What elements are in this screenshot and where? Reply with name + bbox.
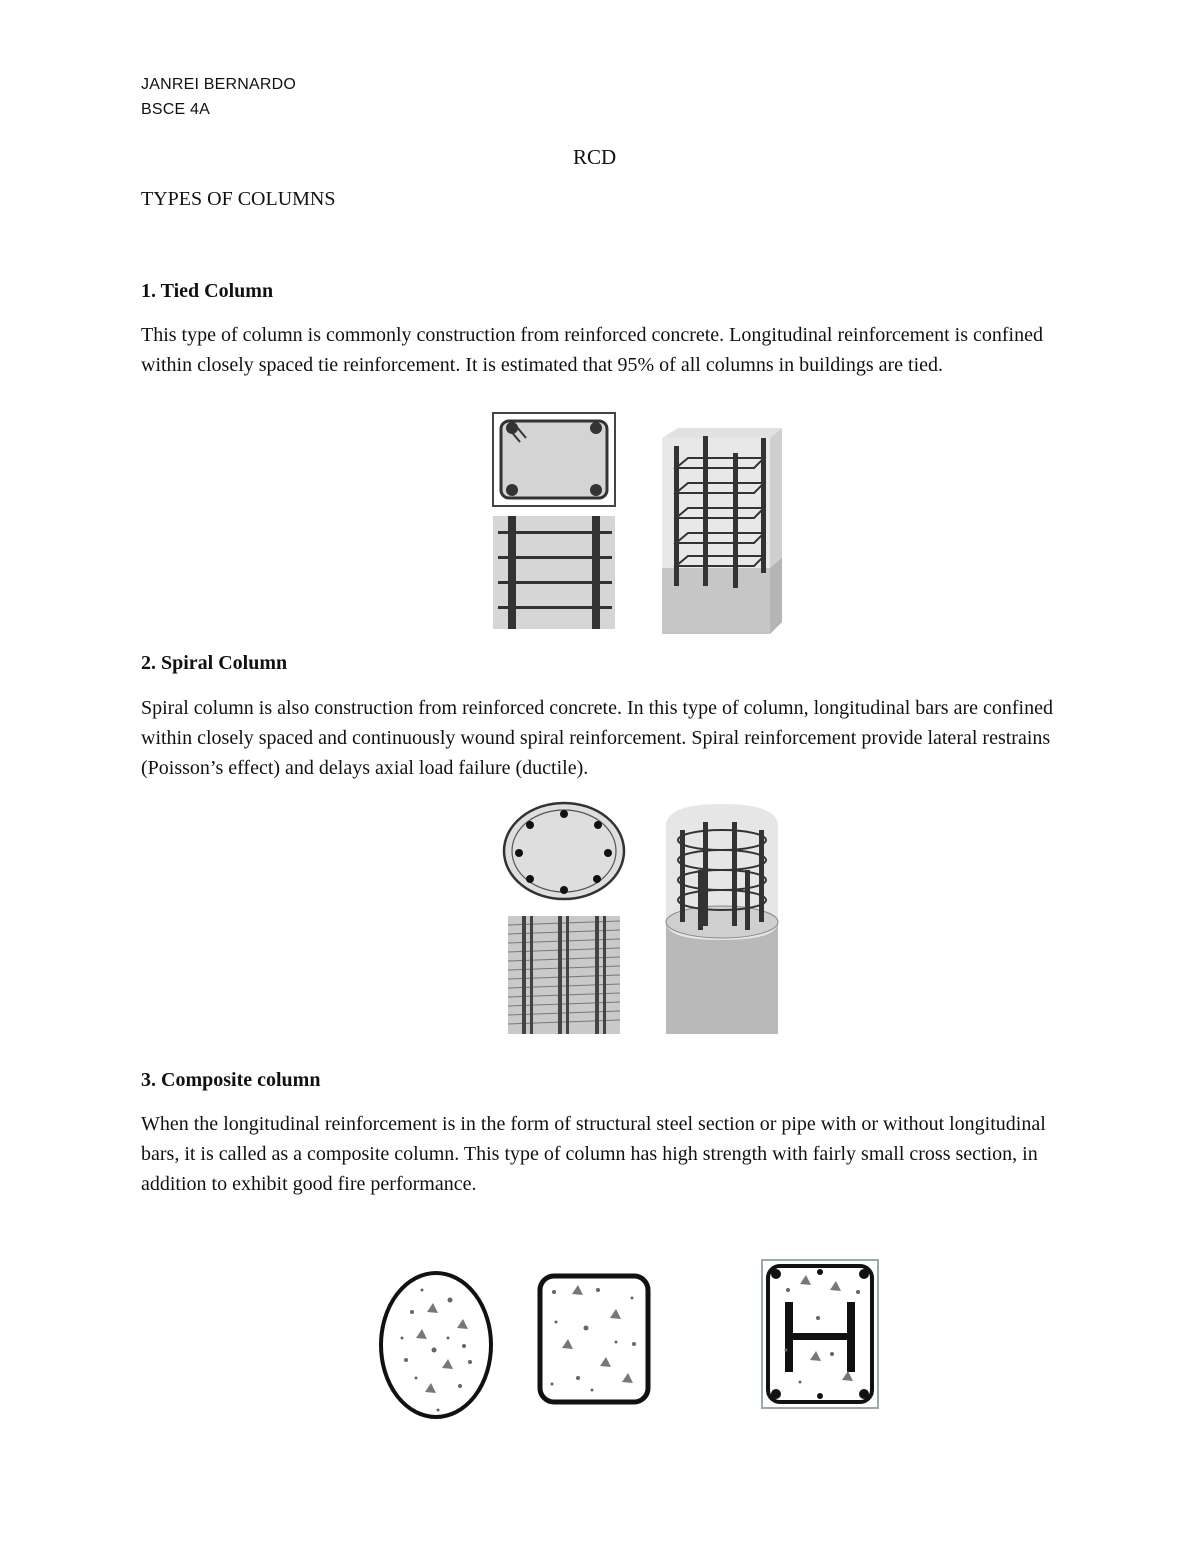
tied-column-figure (488, 408, 798, 634)
section-paragraph-spiral: Spiral column is also construction from reinforced concrete. In this type of column, longitudinal bars are confined within closely spaced and continuously wound spiral reinforcement. Spiral reinforcement provide lateral restrains (Poisson’s effect) and delays axial load failure (ductile). (141, 697, 1053, 779)
tied-elevation-diagram (493, 516, 615, 629)
spiral-elevation-diagram (508, 916, 620, 1034)
composite-encased-h-section-diagram (762, 1260, 878, 1408)
section-paragraph-composite: When the longitudinal reinforcement is in the form of structural steel section or pipe with or without longitudinal bars, it is called as a composite column. This type of column has high strength with fairly small cross section, in addition to exhibit good fire performance. (141, 1113, 1046, 1195)
spiral-3d-cage-diagram (666, 804, 778, 1034)
spiral-cross-section-diagram (504, 803, 624, 899)
class-section: BSCE 4A (141, 101, 210, 118)
document-title: RCD (573, 145, 617, 169)
section-heading-tied: 1. Tied Column (141, 280, 274, 302)
composite-circular-pipe-diagram (381, 1273, 491, 1417)
author-name: JANREI BERNARDO (141, 76, 297, 93)
section-heading-spiral: 2. Spiral Column (141, 652, 288, 674)
composite-column-figure (372, 1250, 888, 1430)
tied-3d-cage-diagram (662, 428, 782, 634)
section-heading-composite: 3. Composite column (141, 1069, 321, 1091)
document-subtitle: TYPES OF COLUMNS (141, 188, 336, 210)
section-paragraph-tied: This type of column is commonly construction from reinforced concrete. Longitudinal reinforcement is confined within closely spaced tie reinforcement. It is estimated that 95% of all columns in buildings are tied. (141, 324, 1043, 376)
spiral-column-figure (500, 800, 790, 1040)
tied-cross-section-diagram (493, 413, 615, 506)
composite-square-tube-diagram (540, 1276, 648, 1402)
